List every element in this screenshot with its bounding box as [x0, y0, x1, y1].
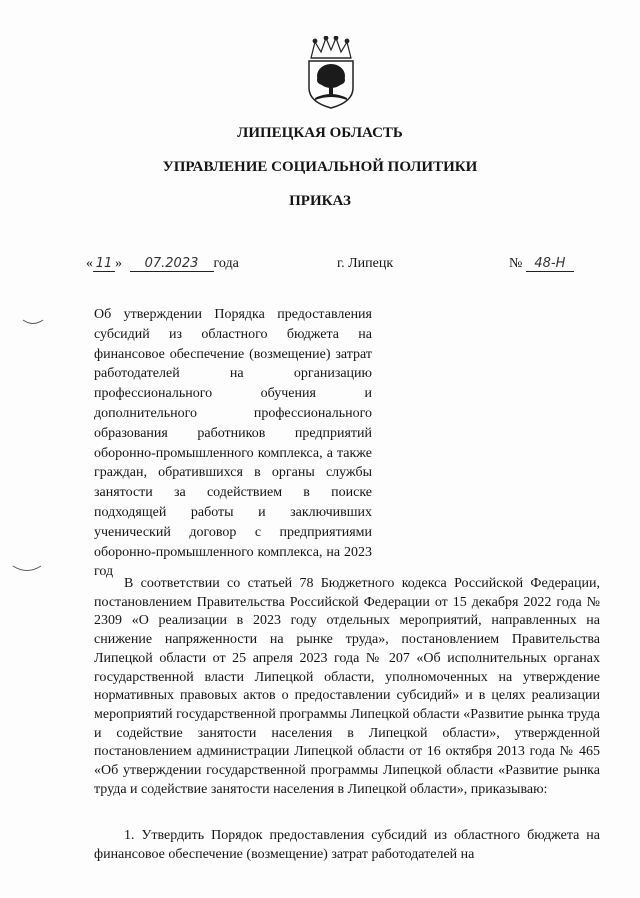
scan-margin-mark	[12, 564, 42, 576]
coat-of-arms-icon	[301, 36, 361, 110]
date-day: 11	[93, 257, 115, 272]
quote-close: »	[115, 256, 122, 271]
number-value: 48-Н	[526, 257, 574, 272]
department-title: УПРАВЛЕНИЕ СОЦИАЛЬНОЙ ПОЛИТИКИ	[162, 159, 478, 175]
number-prefix: №	[509, 256, 523, 271]
order-number	[509, 256, 574, 272]
city: г. Липецк	[337, 256, 394, 271]
region-title: ЛИПЕЦКАЯ ОБЛАСТЬ	[237, 125, 403, 141]
item-1-paragraph	[94, 827, 600, 864]
document-type: ПРИКАЗ	[289, 193, 351, 209]
item-1-text: 1. Утвердить Порядок предоставления субсидий из областного бюджета на финансовое обеспечение (возмещение) затрат работодателей на	[94, 828, 600, 862]
quote-open: «	[86, 256, 93, 271]
preamble-paragraph: В соответствии со статьей 78 Бюджетного кодекса Российской Федерации, постановлением Правительства Российской Федерации от 15 декабря 2022 года № 2309 «О реализации в 2023 году отдельных мероприятий, направленных на снижение напряженности на рынке труда», постановлением Правительства Липецкой области от 25 апреля 2023 года № 207 «Об исполнительных органах государственной власти Липецкой области, уполномоченных на утверждение нормативных правовых актов о предоставлении субсидий» и в целях реализации мероприятий государственной программы Липецкой области «Развитие рынка труда и содействие занятости населения в Липецкой области», утвержденной постановлением администрации Липецкой области от 16 октября 2013 года № 465 «Об утверждении государственной программы Липецкой области «Развитие рынка труда и содействие занятости населения в Липецкой области», приказываю:	[94, 576, 600, 797]
year-word: года	[213, 256, 239, 271]
date-month-year: 07.2023	[130, 257, 214, 272]
order-date	[86, 256, 239, 272]
scan-margin-mark	[22, 318, 44, 328]
order-subject: Об утверждении Порядка предоставления субсидий из областного бюджета на финансовое обеспечение (возмещение) затрат работодателей на организацию профессионального обучения и дополнительного профессионального образования работников предприятий оборонно-промышленного комплекса, а также граждан, обратившихся в органы службы занятости за содействием в поиске подходящей работы и заключивших ученический договор с предприятиями оборонно-промышленного комплекса, на 2023 год	[94, 307, 372, 580]
